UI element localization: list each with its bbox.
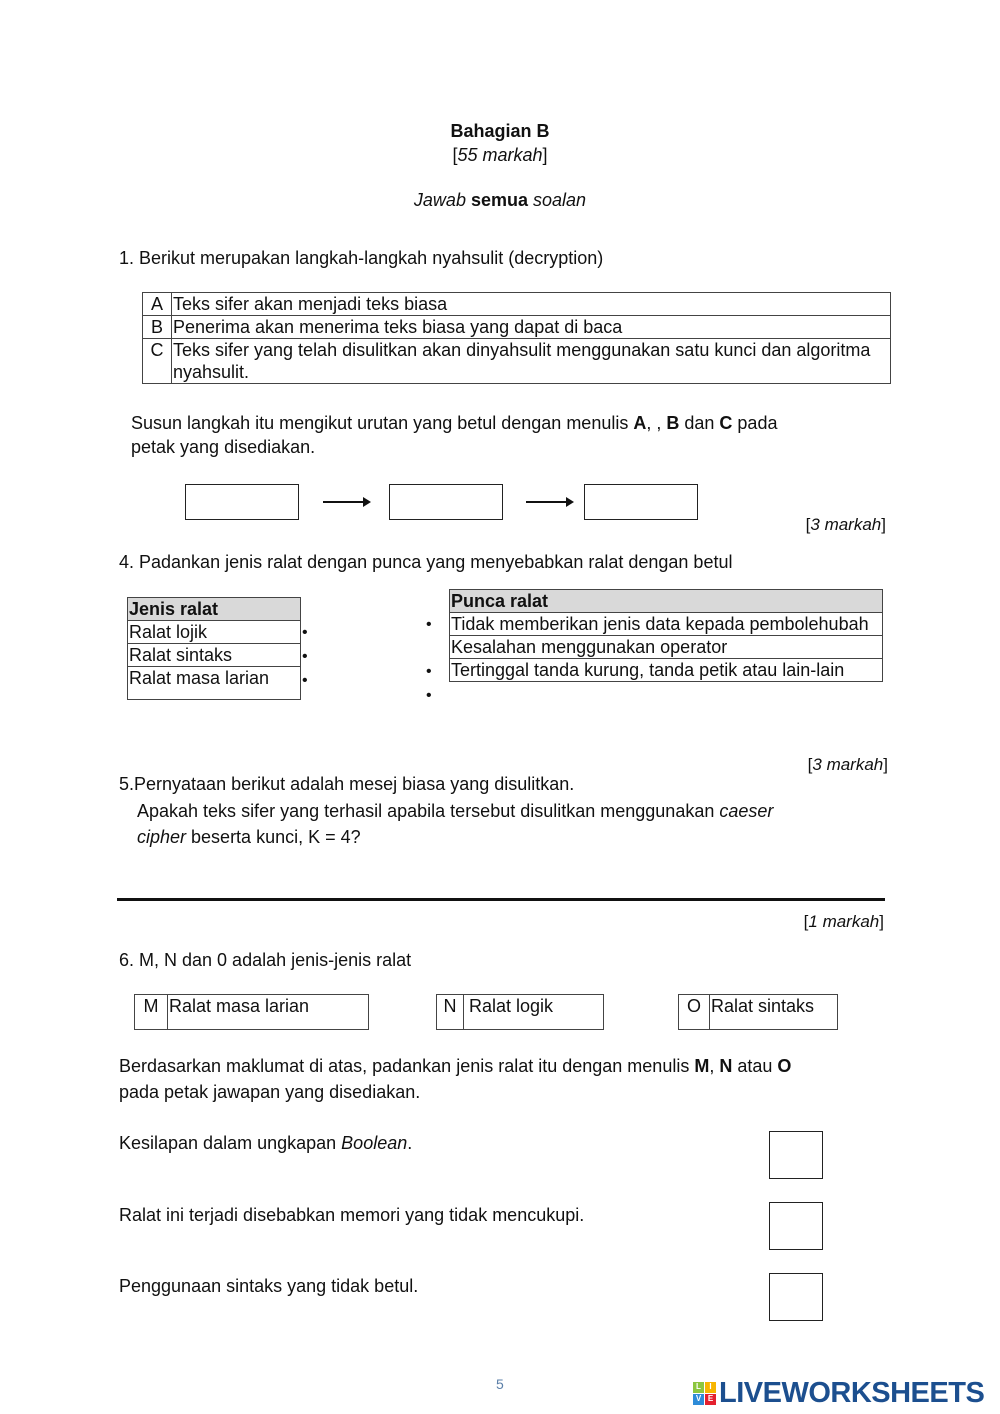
- match-dot[interactable]: •: [426, 616, 432, 633]
- section-title: Bahagian B: [450, 121, 550, 141]
- answer-box-s1[interactable]: [769, 1131, 823, 1179]
- q1-instruction-2: petak yang disediakan.: [131, 437, 316, 457]
- q4-question: 4. Padankan jenis ralat dengan punca yang menyebabkan ralat dengan betul: [119, 552, 733, 572]
- answer-box-3[interactable]: [584, 484, 698, 520]
- statement-3: Penggunaan sintaks yang tidak betul.: [119, 1276, 419, 1296]
- error-cause-table: Punca ralat Tidak memberikan jenis data kepada pembolehubah Kesalahan menggunakan operator Tertinggal tanda kurung, tanda petik atau lain-lain: [449, 589, 883, 682]
- q6-instruction: Berdasarkan maklumat di atas, padankan jenis ralat itu dengan menulis M, N atau O: [119, 1056, 792, 1076]
- match-dot[interactable]: •: [302, 624, 308, 641]
- statement-1: Kesilapan dalam ungkapan Boolean.: [119, 1133, 413, 1153]
- page-number: 5: [496, 1376, 504, 1392]
- q5-marks: [1 markah]: [803, 912, 884, 931]
- answer-box-s2[interactable]: [769, 1202, 823, 1250]
- q6-question: 6. M, N dan 0 adalah jenis-jenis ralat: [119, 950, 412, 970]
- table-row: Kesalahan menggunakan operator: [450, 636, 883, 659]
- table-row: B Penerima akan menerima teks biasa yang dapat di baca: [143, 316, 891, 339]
- match-dot[interactable]: •: [302, 648, 308, 665]
- type-n: N Ralat logik: [436, 994, 604, 1030]
- error-type-table: Jenis ralat Ralat lojik Ralat sintaks Ralat masa larian: [127, 597, 301, 700]
- table-row: Ralat masa larian: [128, 667, 301, 700]
- q6-instruction-2: pada petak jawapan yang disediakan.: [119, 1082, 421, 1102]
- answer-box-2[interactable]: [389, 484, 503, 520]
- q1-steps-table: [142, 292, 891, 384]
- type-o: O Ralat sintaks: [678, 994, 838, 1030]
- type-m: M Ralat masa larian: [134, 994, 369, 1030]
- table-row: Tertinggal tanda kurung, tanda petik atau lain-lain: [450, 659, 883, 682]
- table-row: Tidak memberikan jenis data kepada pembolehubah: [450, 613, 883, 636]
- q1-instruction: Susun langkah itu mengikut urutan yang betul dengan menulis A, , B dan C pada: [131, 413, 778, 433]
- instruction: Jawab semua soalan: [413, 190, 587, 210]
- answer-line[interactable]: [117, 898, 885, 901]
- q5-question: 5.Pernyataan berikut adalah mesej biasa yang disulitkan.: [119, 774, 575, 794]
- match-dot[interactable]: •: [426, 687, 432, 704]
- table-row: Ralat sintaks: [128, 644, 301, 667]
- q5-text-2: cipher beserta kunci, K = 4?: [137, 827, 361, 847]
- liveworksheets-logo: L I V E LIVEWORKSHEETS: [693, 1377, 984, 1410]
- match-dot[interactable]: •: [426, 663, 432, 680]
- match-dot[interactable]: •: [302, 672, 308, 689]
- q1-marks: [3 markah]: [805, 515, 886, 534]
- logo-icon: L I V E: [693, 1382, 716, 1405]
- table-row: C Teks sifer yang telah disulitkan akan dinyahsulit menggunakan satu kunci dan algoritma nyahsulit.: [143, 339, 891, 384]
- table-row: Ralat lojik: [128, 621, 301, 644]
- statement-2: Ralat ini terjadi disebabkan memori yang tidak mencukupi.: [119, 1205, 585, 1225]
- section-marks: [55 markah]: [452, 145, 548, 165]
- answer-box-s3[interactable]: [769, 1273, 823, 1321]
- arrow-right-icon: [526, 501, 572, 503]
- answer-box-1[interactable]: [185, 484, 299, 520]
- q1-question: 1. Berikut merupakan langkah-langkah nyahsulit (decryption): [119, 248, 604, 268]
- q5-text: Apakah teks sifer yang terhasil apabila tersebut disulitkan menggunakan caeser: [137, 801, 774, 821]
- arrow-right-icon: [323, 501, 369, 503]
- q4-marks: [3 markah]: [807, 755, 888, 774]
- table-row: A Teks sifer akan menjadi teks biasa: [143, 293, 891, 316]
